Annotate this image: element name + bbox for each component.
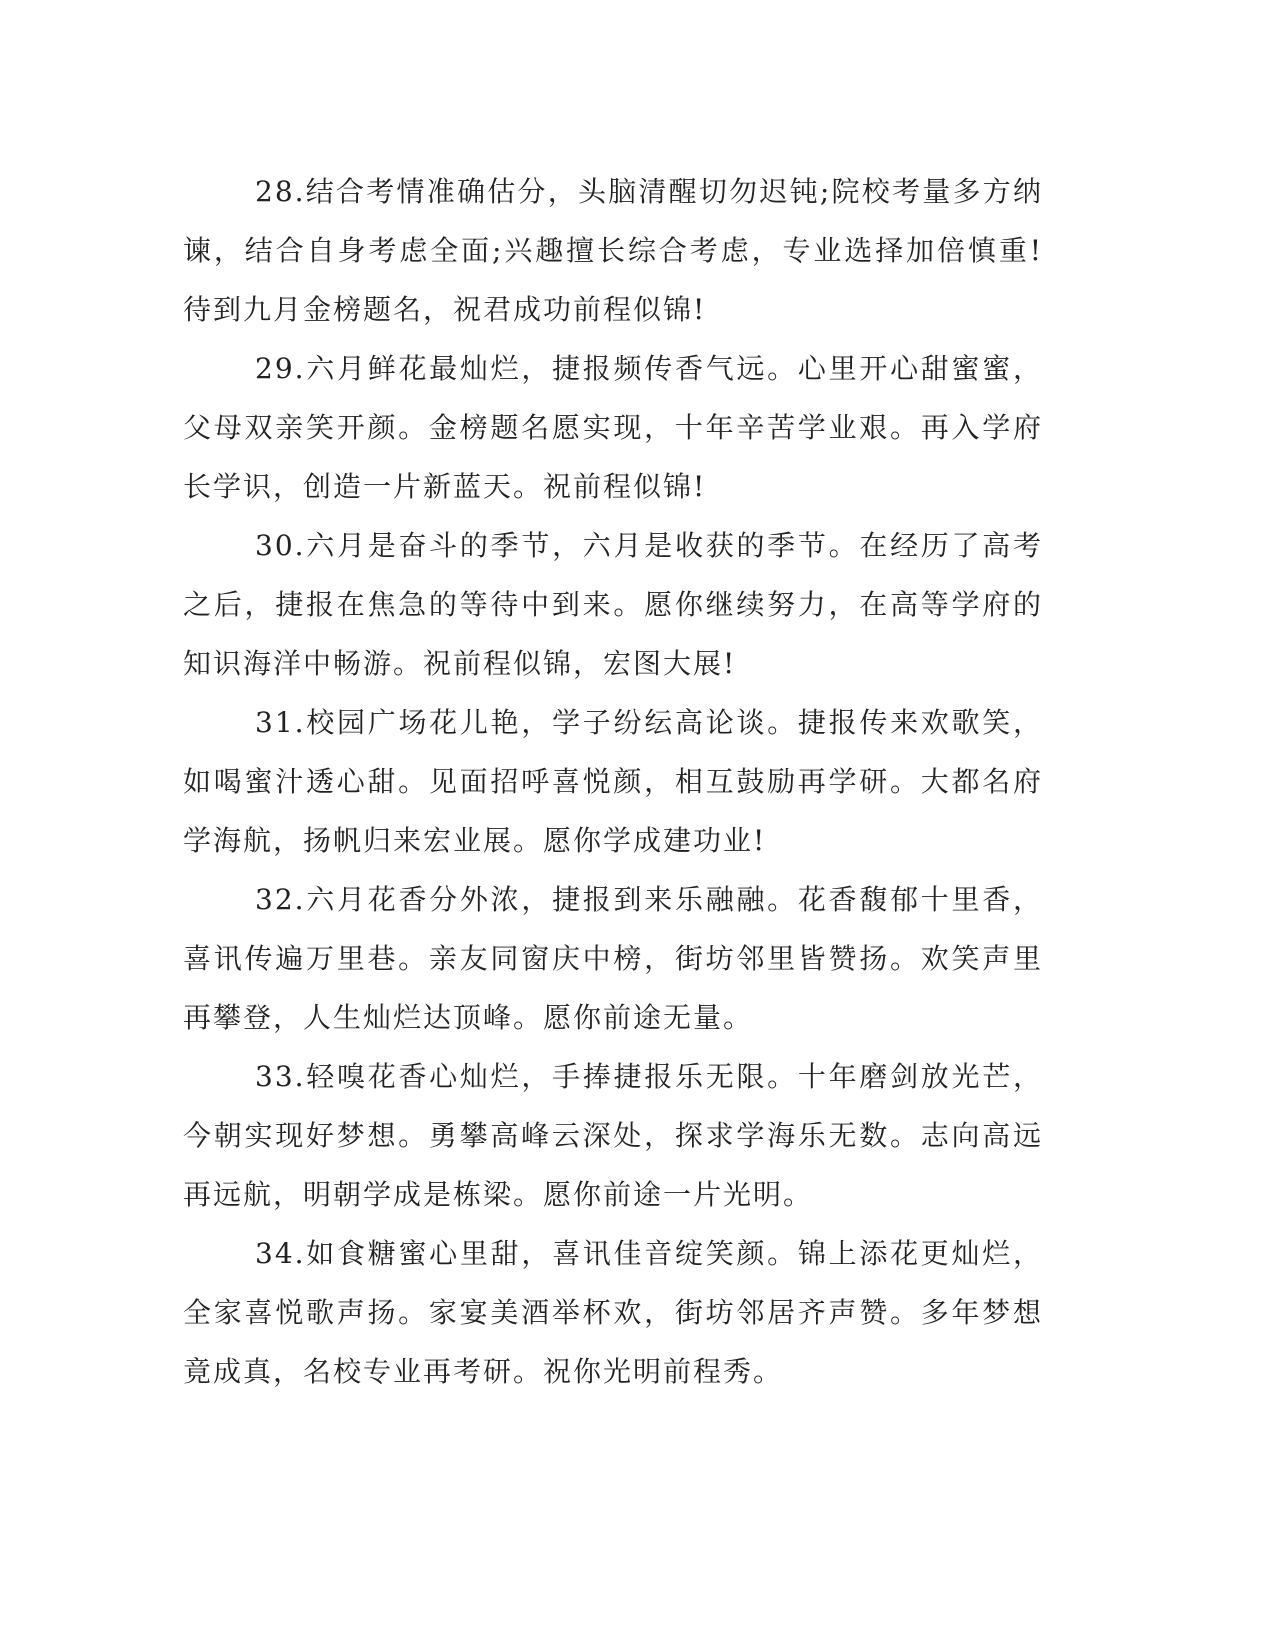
paragraph-34: 34.如食糖蜜心里甜，喜讯佳音绽笑颜。锦上添花更灿烂，全家喜悦歌声扬。家宴美酒举杯欢，街坊邻居齐声赞。多年梦想竟成真，名校专业再考研。祝你光明前程秀。 [183,1237,1043,1388]
paragraph-31: 31.校园广场花儿艳，学子纷纭高论谈。捷报传来欢歌笑，如喝蜜汁透心甜。见面招呼喜悦颜，相互鼓励再学研。大都名府学海航，扬帆归来宏业展。愿你学成建功业! [183,706,1043,857]
paragraph-32: 32.六月花香分外浓，捷报到来乐融融。花香馥郁十里香，喜讯传遍万里巷。亲友同窗庆中榜，街坊邻里皆赞扬。欢笑声里再攀登，人生灿烂达顶峰。愿你前途无量。 [183,883,1043,1034]
paragraph-28: 28.结合考情准确估分，头脑清醒切勿迟钝;院校考量多方纳谏，结合自身考虑全面;兴趣擅长综合考虑，专业选择加倍慎重!待到九月金榜题名，祝君成功前程似锦! [183,175,1043,326]
document-body [183,162,1043,1401]
paragraph-29: 29.六月鲜花最灿烂，捷报频传香气远。心里开心甜蜜蜜，父母双亲笑开颜。金榜题名愿实现，十年辛苦学业艰。再入学府长学识，创造一片新蓝天。祝前程似锦! [183,352,1043,503]
paragraph-30: 30.六月是奋斗的季节，六月是收获的季节。在经历了高考之后，捷报在焦急的等待中到来。愿你继续努力，在高等学府的知识海洋中畅游。祝前程似锦，宏图大展! [183,529,1043,680]
paragraph-33: 33.轻嗅花香心灿烂，手捧捷报乐无限。十年磨剑放光芒，今朝实现好梦想。勇攀高峰云深处，探求学海乐无数。志向高远再远航，明朝学成是栋梁。愿你前途一片光明。 [183,1060,1043,1211]
